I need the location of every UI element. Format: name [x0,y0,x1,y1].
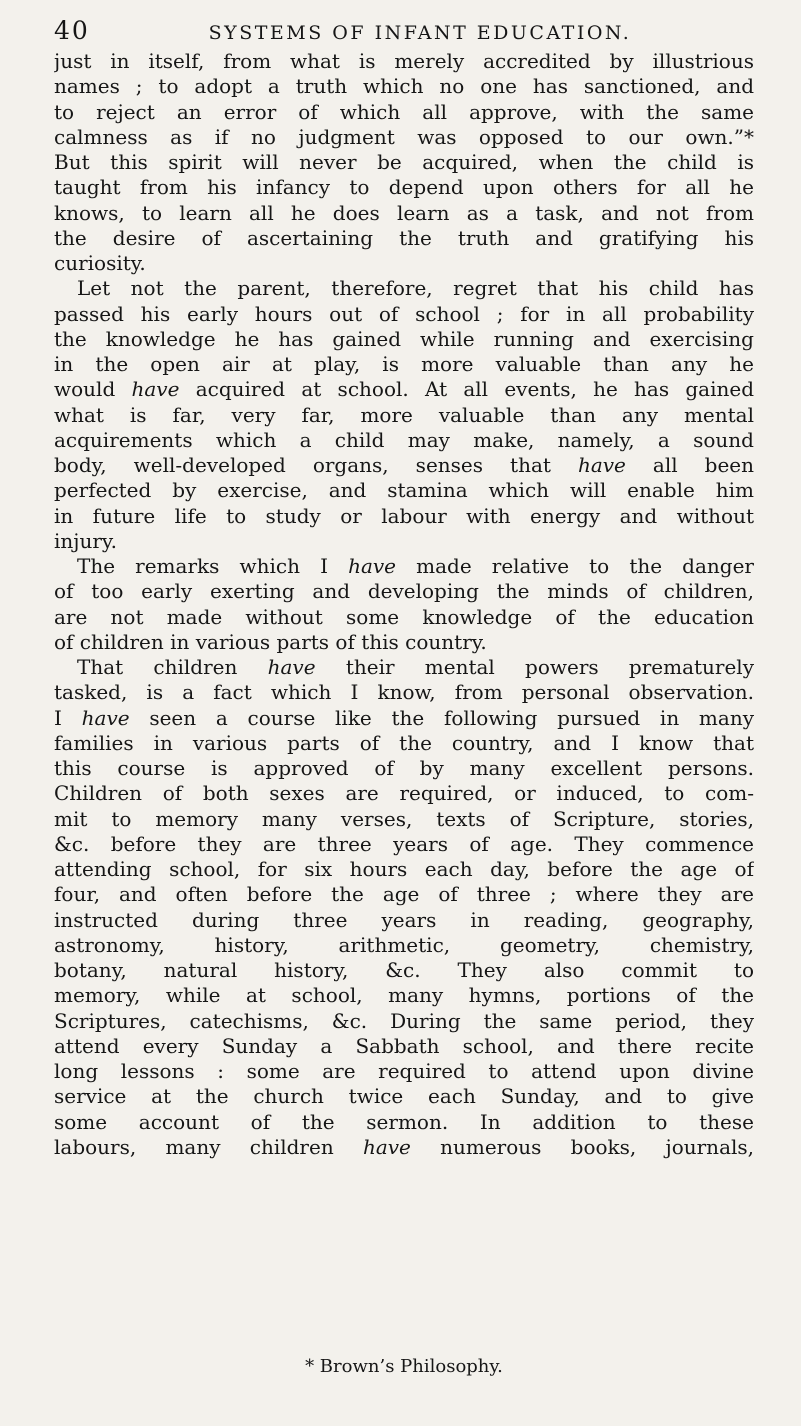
text-line: to reject an error of which all approve, with the same [54,99,754,124]
text-line: botany, natural history, &c. They also commit to [54,958,754,982]
text-line: attending school, for six hours each day, before the age of [54,857,754,881]
text-line: The remarks which I have made relative to the danger [77,554,754,578]
text-line: in the open air at play, is more valuable than any he [54,352,754,376]
text-line: this course is approved of by many excellent persons. [54,756,754,780]
text-line: the desire of ascertaining the truth and gratifying his [54,225,754,250]
text-line: of too early exerting and developing the minds of children, [54,579,754,604]
text-line: service at the church twice each Sunday, and to give [54,1084,754,1109]
text-line: in future life to study or labour with energy and without [54,503,754,528]
text-line: memory, while at school, many hymns, portions of the [54,983,754,1008]
text-line: I have seen a course like the following pursued in many [54,705,754,730]
text-line: acquirements which a child may make, namely, a sound [54,427,754,452]
text-line: instructed during three years in reading, geography, [54,907,754,932]
text-line: just in itself, from what is merely accredited by illustrious [54,49,754,73]
text-line: calmness as if no judgment was opposed to our own.”* [54,124,754,149]
running-head: SYSTEMS OF INFANT EDUCATION. [208,22,632,44]
text-line: knows, to learn all he does learn as a task, and not from [54,200,754,225]
text-line: That children have their mental powers prematurely [77,655,754,679]
text-line: names ; to adopt a truth which no one has sanctioned, and [54,74,754,99]
text-line: families in various parts of the country, and I know that [54,730,754,755]
book-page [54,16,754,1160]
text-line: labours, many children have numerous books, journals, [54,1134,754,1159]
body-text [54,49,754,1160]
text-line: &c. before they are three years of age. They commence [54,831,754,856]
text-line: what is far, very far, more valuable than any mental [54,402,754,427]
text-line: body, well-developed organs, senses that have all been [54,453,754,477]
text-line: But this spirit will never be acquired, when the child is [54,150,754,174]
text-line: attend every Sunday a Sabbath school, and there recite [54,1033,754,1058]
text-line: the knowledge he has gained while running and exercising [54,326,754,351]
page-number: 40 [54,16,90,45]
text-line: mit to memory many verses, texts of Scripture, stories, [54,806,754,831]
text-line: long lessons : some are required to attend upon divine [54,1059,754,1083]
footnote: * Brown’s Philosophy. [305,1356,503,1377]
text-line: some account of the sermon. In addition to these [54,1109,754,1134]
text-line: four, and often before the age of three ; where they are [54,882,754,907]
text-line: astronomy, history, arithmetic, geometry, chemistry, [54,932,754,957]
text-line: would have acquired at school. At all events, he has gained [54,377,754,402]
text-line: taught from his infancy to depend upon others for all he [54,175,754,200]
text-line: curiosity. [54,251,146,275]
text-line: passed his early hours out of school ; for in all probability [54,301,754,326]
text-line: Scriptures, catechisms, &c. During the same period, they [54,1008,754,1033]
text-line: of children in various parts of this country. [54,629,487,654]
text-line: tasked, is a fact which I know, from personal observation. [54,680,754,705]
text-line: Let not the parent, therefore, regret that his child has [77,276,754,301]
page-header [54,16,754,48]
text-line: injury. [54,528,117,553]
text-line: Children of both sexes are required, or induced, to com- [54,781,754,806]
text-line: perfected by exercise, and stamina which will enable him [54,478,754,503]
text-line: are not made without some knowledge of the education [54,604,754,629]
